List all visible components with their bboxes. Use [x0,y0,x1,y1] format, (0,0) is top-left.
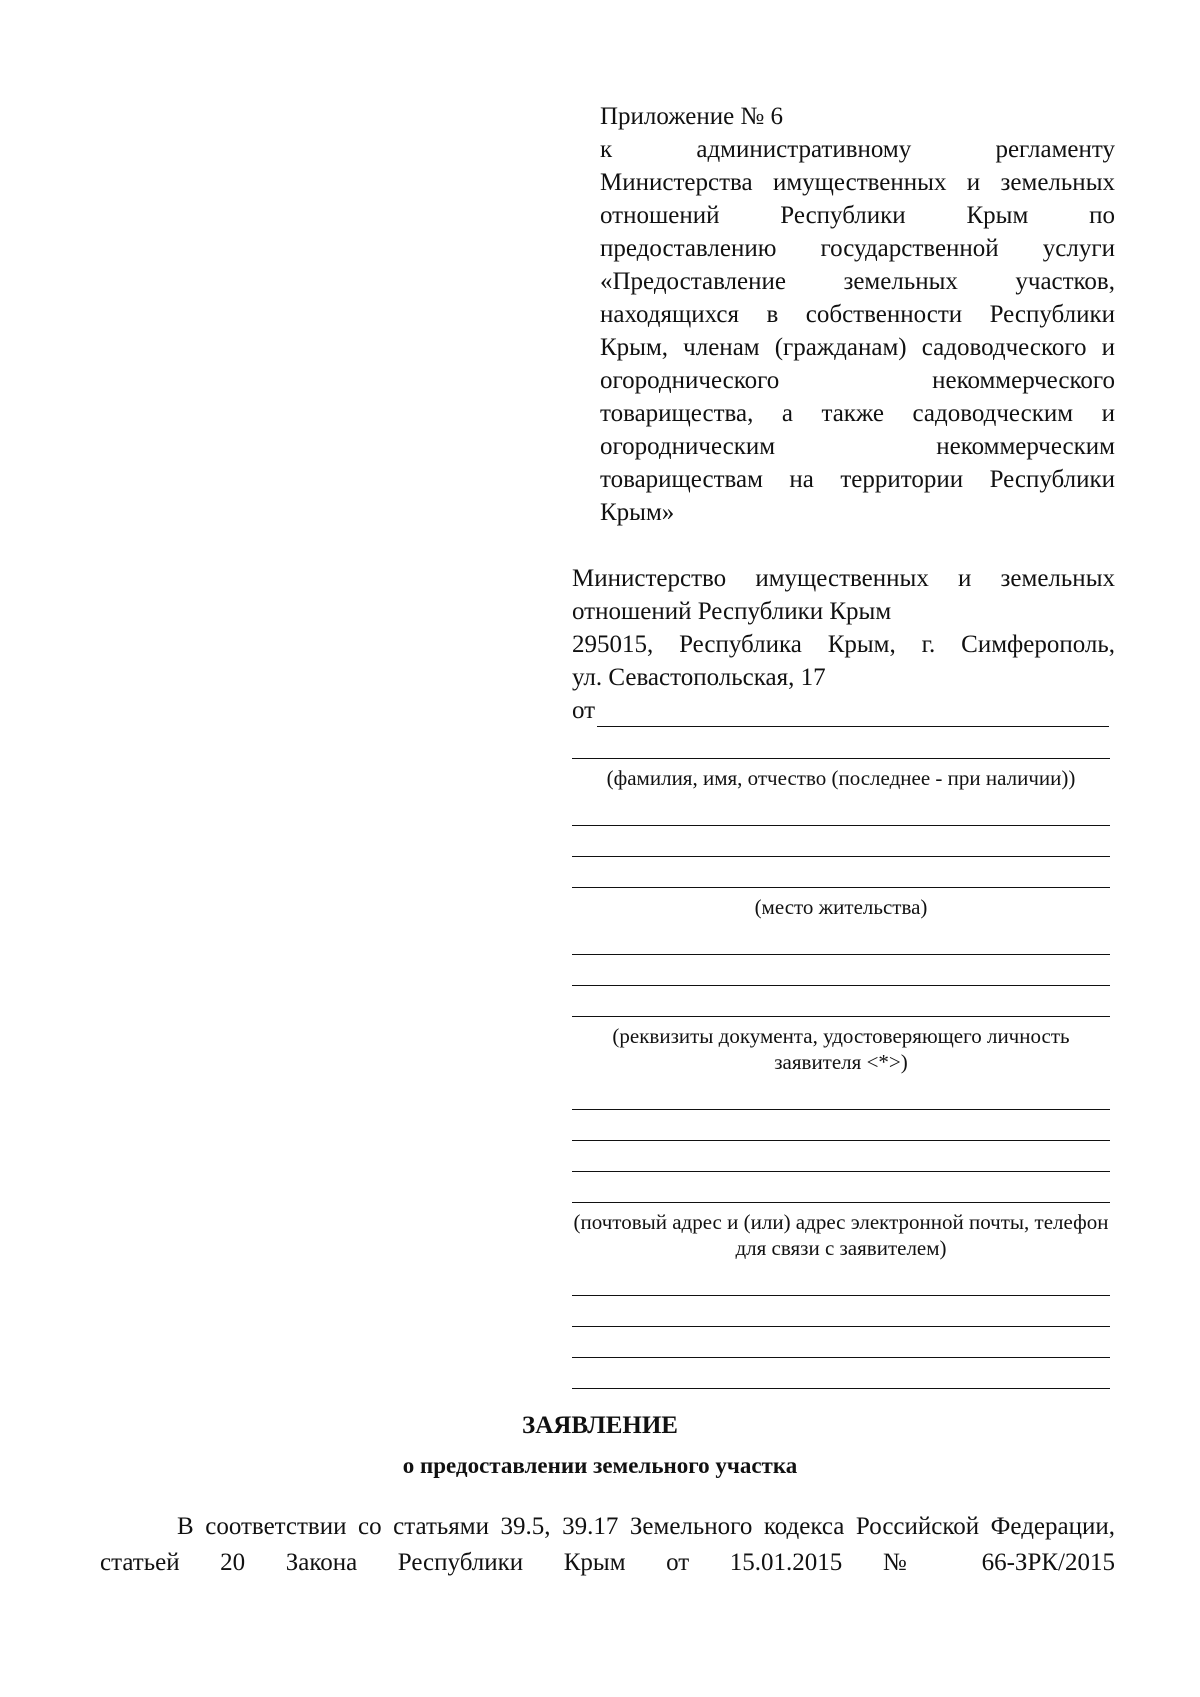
statement-subtitle: о предоставлении земельного участка [402,1453,798,1478]
from-field[interactable] [597,700,1109,727]
statement-body [100,1509,1115,1581]
addressee-block [572,562,1115,727]
contact-field-2[interactable] [572,1110,1110,1141]
identity-doc-field-2[interactable] [572,955,1110,986]
addressee-line-1: Министерство имущественных и земельных [572,565,1115,592]
from-row [572,694,1115,727]
applicant-fields [572,728,1110,1389]
extra-field-1[interactable] [572,1265,1110,1296]
appendix-title: Приложение № 6 [600,103,784,130]
residence-field-2[interactable] [572,826,1110,857]
appendix-block [600,100,1115,529]
addressee-line-2: отношений Республики Крым [572,598,892,625]
extra-field-4[interactable] [572,1358,1110,1389]
statement-body-text: В соответствии со статьями 39.5, 39.17 Земельного кодекса Российской Федерации, статьей 20 Закона Республики Крым от 15.01.2015 № 66-ЗРК/2015 [100,1513,1115,1576]
statement-title: ЗАЯВЛЕНИЕ [522,1412,678,1439]
residence-field-1[interactable] [572,795,1110,826]
full-name-caption: (фамилия, имя, отчество (последнее - при наличии)) [606,766,1076,790]
addressee-line-3: 295015, Республика Крым, г. Симферополь, [572,631,1115,658]
contact-field-4[interactable] [572,1172,1110,1203]
contact-field-1[interactable] [572,1079,1110,1110]
identity-doc-caption: (реквизиты документа, удостоверяющего личность заявителя <*>) [612,1024,1070,1074]
full-name-field[interactable] [572,728,1110,759]
extra-field-3[interactable] [572,1327,1110,1358]
residence-caption: (место жительства) [754,895,928,919]
residence-field-3[interactable] [572,857,1110,888]
contact-field-3[interactable] [572,1141,1110,1172]
extra-field-2[interactable] [572,1296,1110,1327]
from-label: от [572,697,596,724]
contact-caption: (почтовый адрес и (или) адрес электронной почты, телефон для связи с заявителем) [573,1210,1109,1260]
addressee-line-4: ул. Севастопольская, 17 [572,664,826,691]
identity-doc-field-1[interactable] [572,924,1110,955]
appendix-text: к административному регламенту Министерства имущественных и земельных отношений Республики Крым по предоставлению государственной услуги «Предоставление земельных участков, находящихся в собственности Республики Крым, членам (гражданам) садоводческого и огороднического некоммерческого товарищества, а также садоводческим и огородническим некоммерческим товариществам на территории Республики Крым» [600,136,1115,526]
identity-doc-field-3[interactable] [572,986,1110,1017]
